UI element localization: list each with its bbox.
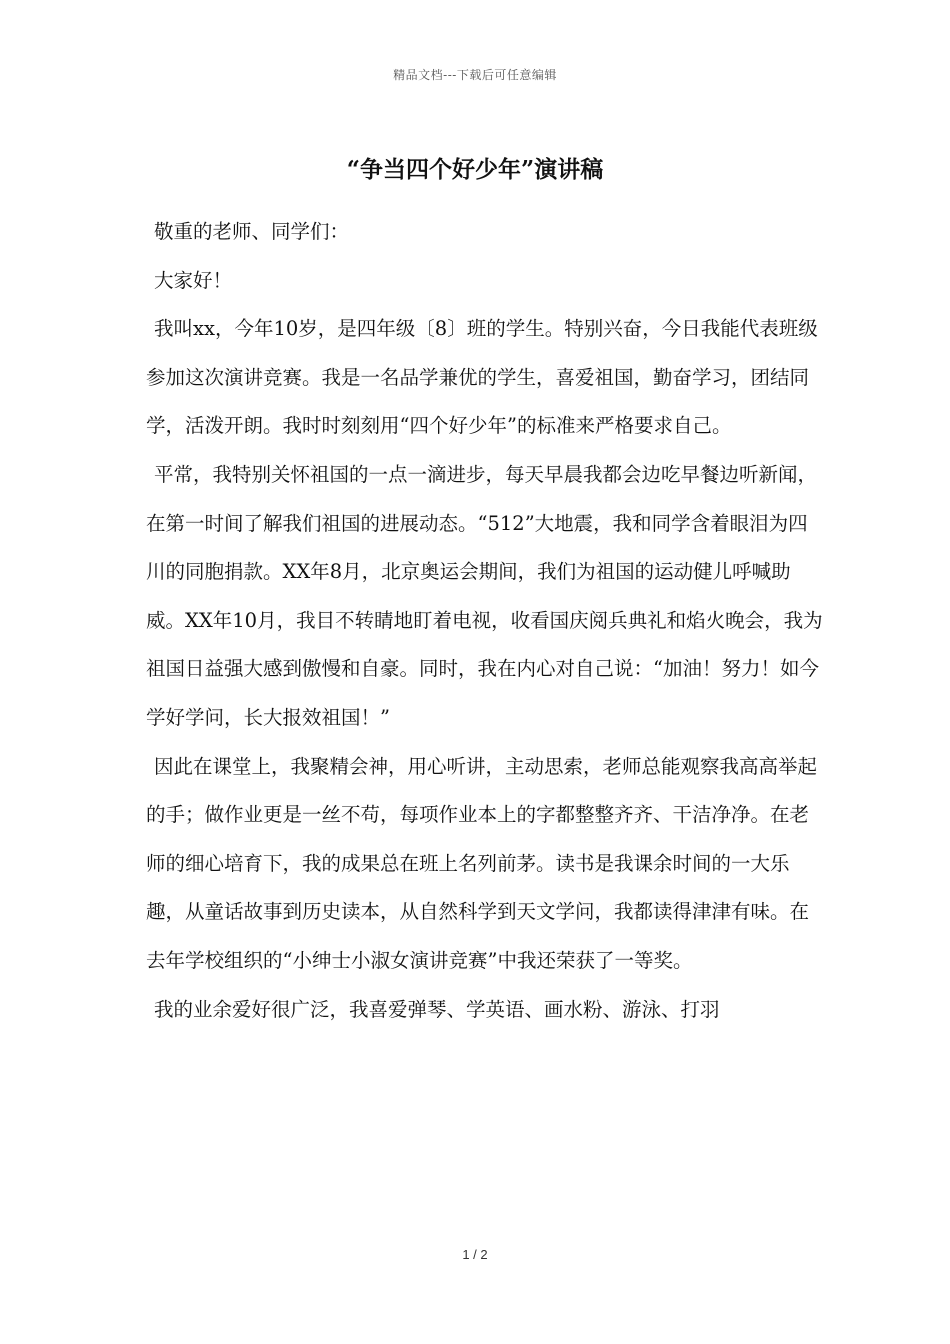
page-number: 1 / 2 (462, 1247, 488, 1262)
page-header: 精品文档---下载后可任意编辑 (393, 68, 557, 82)
document-title: “争当四个好少年”演讲稿 (346, 156, 604, 183)
body-paragraph: 因此在课堂上，我聚精会神，用心听讲，主动思索，老师总能观察我高高举起的手；做作业更是一丝不苟，每项作业本上的字都整整齐齐、干洁净净。在老师的细心培育下，我的成果总在班上名列前茅。读书是我课余时间的一大乐趣，从童话故事到历史读本，从自然科学到天文学问，我都读得津津有味。在去年学校组织的“小绅士小淑女演讲竞赛”中我还荣获了一等奖。 (146, 754, 818, 972)
body-paragraph: 平常，我特别关怀祖国的一点一滴进步，每天早晨我都会边吃早餐边听新闻，在第一时间了解我们祖国的进展动态。“512”大地震，我和同学含着眼泪为四川的同胞捐款。XX年8月，北京奥运会期间，我们为祖国的运动健儿呼喊助威。XX年10月，我目不转睛地盯着电视，收看国庆阅兵典礼和焰火晚会，我为祖国日益强大感到傲慢和自豪。同时，我在内心对自己说：“加油！努力！如今学好学问，长大报效祖国！” (146, 462, 823, 729)
salutation-paragraph: 敬重的老师、同学们： (154, 220, 350, 243)
body-paragraph: 我的业余爱好很广泛，我喜爱弹琴、学英语、画水粉、游泳、打羽 (154, 997, 720, 1021)
greeting-paragraph: 大家好！ (154, 268, 233, 292)
body-paragraph: 我叫xx，今年10岁，是四年级〔8〕班的学生。特别兴奋，今日我能代表班级参加这次演讲竞赛。我是一名品学兼优的学生，喜爱祖国，勤奋学习，团结同学，活泼开朗。我时时刻刻用“四个好少年”的标准来严格要求自己。 (146, 317, 818, 438)
document-body (146, 208, 826, 1034)
